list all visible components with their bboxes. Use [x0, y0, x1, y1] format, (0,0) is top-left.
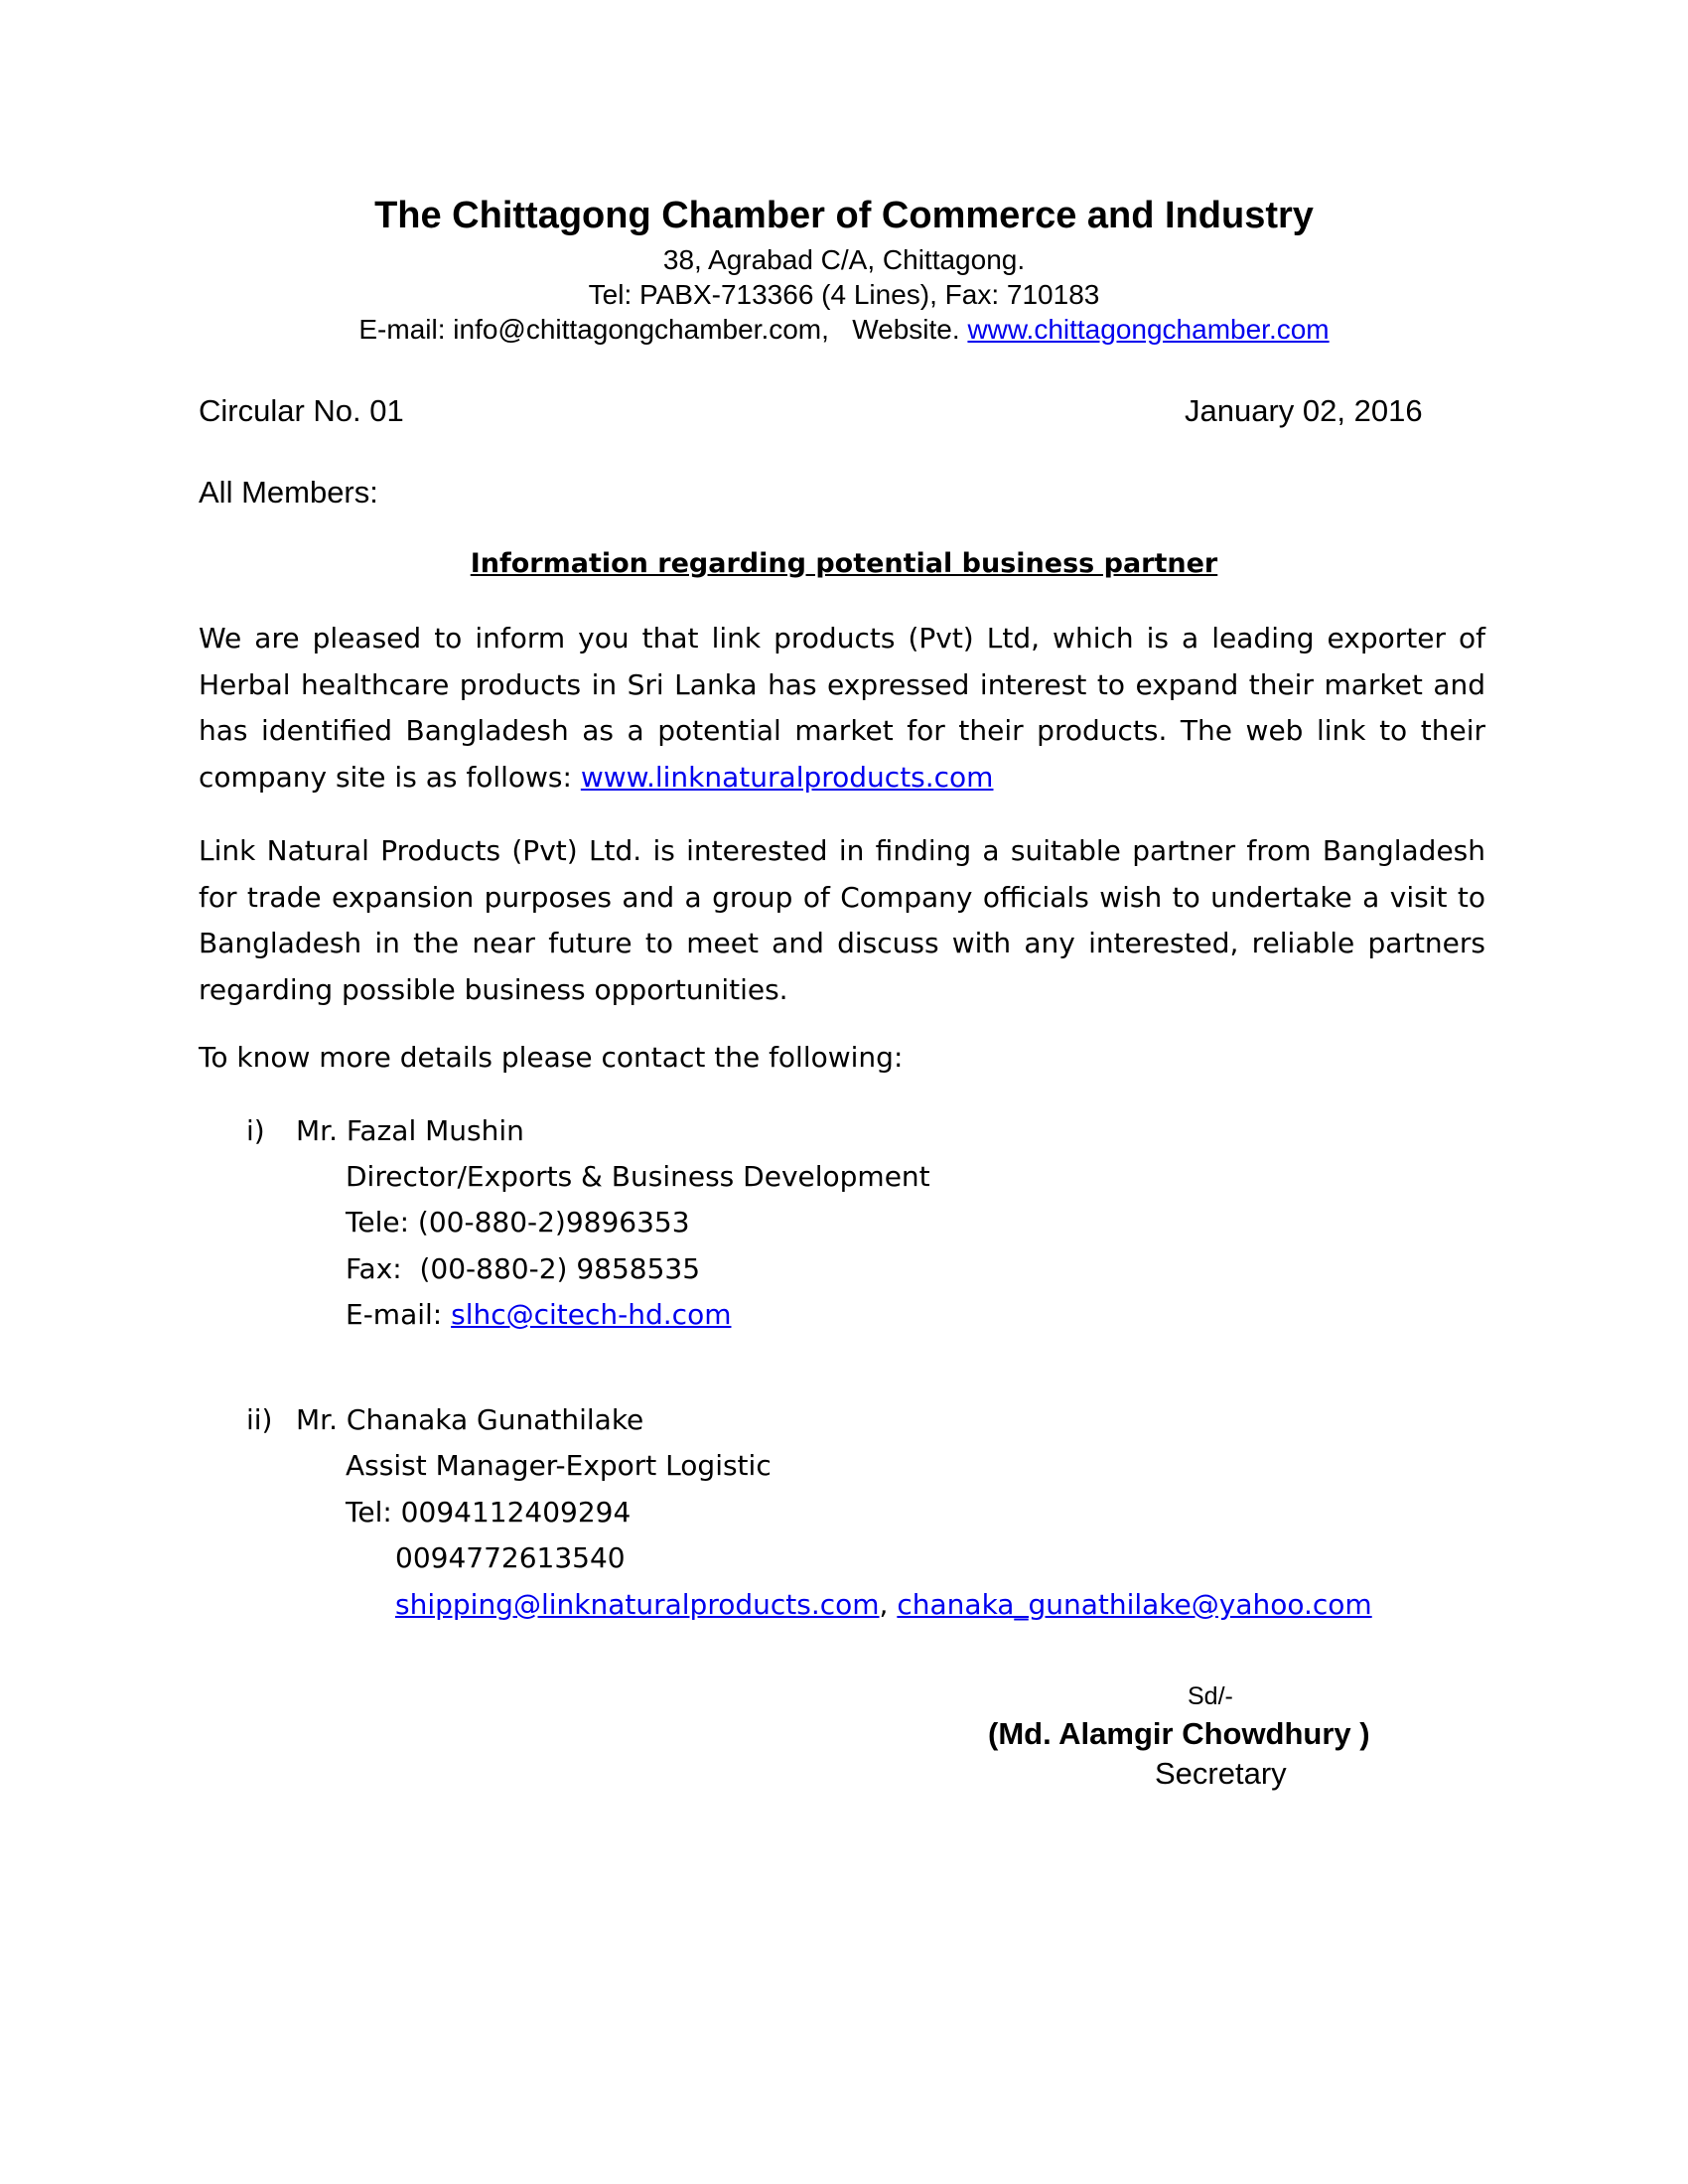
company-website-link[interactable]: www.linknaturalproducts.com [580, 760, 994, 794]
contact-1-title: Director/Exports & Business Development [346, 1160, 930, 1193]
subject-heading: Information regarding potential business partner [470, 548, 1218, 579]
email-separator: , [879, 1588, 898, 1621]
circular-number: Circular No. 01 [199, 393, 404, 428]
contact-1-email-label: E-mail: [346, 1298, 452, 1331]
organization-name: The Chittagong Chamber of Commerce and Industry [374, 195, 1314, 236]
paragraph-2: Link Natural Products (Pvt) Ltd. is interested in finding a suitable partner from Bangladesh for trade expansion purposes and a group of Company officials wish to undertake a visit to Bangladesh in the near future to meet and discuss with any interested, reliable partners regarding possible business opportunities. [199, 834, 1485, 1006]
contact-2-tel-2: 0094772613540 [395, 1541, 626, 1574]
contact-2-marker: ii) [246, 1403, 273, 1436]
contact-1-tele: Tele: (00-880-2)9896353 [346, 1206, 690, 1238]
organization-phone-fax: Tel: PABX-713366 (4 Lines), Fax: 710183 [588, 279, 1100, 310]
contact-1-marker: i) [246, 1114, 265, 1147]
paragraph-3: To know more details please contact the following: [199, 1041, 904, 1074]
email-website-label: E-mail: info@chittagongchamber.com, Website. [358, 314, 968, 345]
contact-1-name: Mr. Fazal Mushin [296, 1114, 524, 1147]
paragraph-1 [199, 616, 1485, 801]
signatory-name: (Md. Alamgir Chowdhury ) [988, 1716, 1370, 1751]
contact-2-name: Mr. Chanaka Gunathilake [296, 1403, 644, 1436]
paragraph-1-text: We are pleased to inform you that link products (Pvt) Ltd, which is a leading exporter of Herbal healthcare products in Sri Lanka has expressed interest to expand their market and has identified Bangladesh as a potential market for their products. The web link to their company site is as follows: [199, 622, 1485, 794]
contact-2-tel: Tel: 0094112409294 [346, 1496, 632, 1529]
website-link[interactable]: www.chittagongchamber.com [967, 314, 1330, 345]
contact-1-email-line [346, 1298, 731, 1331]
circular-date: January 02, 2016 [1185, 393, 1423, 428]
contact-2-title: Assist Manager-Export Logistic [346, 1449, 772, 1482]
contact-1-fax: Fax: (00-880-2) 9858535 [346, 1252, 701, 1285]
contact-2-email-1-link[interactable]: shipping@linknaturalproducts.com [395, 1588, 880, 1621]
addressee: All Members: [199, 475, 378, 510]
contact-1-email-link[interactable]: slhc@citech-hd.com [451, 1298, 732, 1331]
organization-contact-line [0, 314, 1688, 346]
organization-address: 38, Agrabad C/A, Chittagong. [662, 244, 1026, 275]
signatory-designation: Secretary [1155, 1756, 1287, 1791]
contact-2-emails [395, 1588, 1372, 1621]
signature-sd: Sd/- [1188, 1682, 1233, 1710]
contact-2-email-2-link[interactable]: chanaka_gunathilake@yahoo.com [897, 1588, 1372, 1621]
